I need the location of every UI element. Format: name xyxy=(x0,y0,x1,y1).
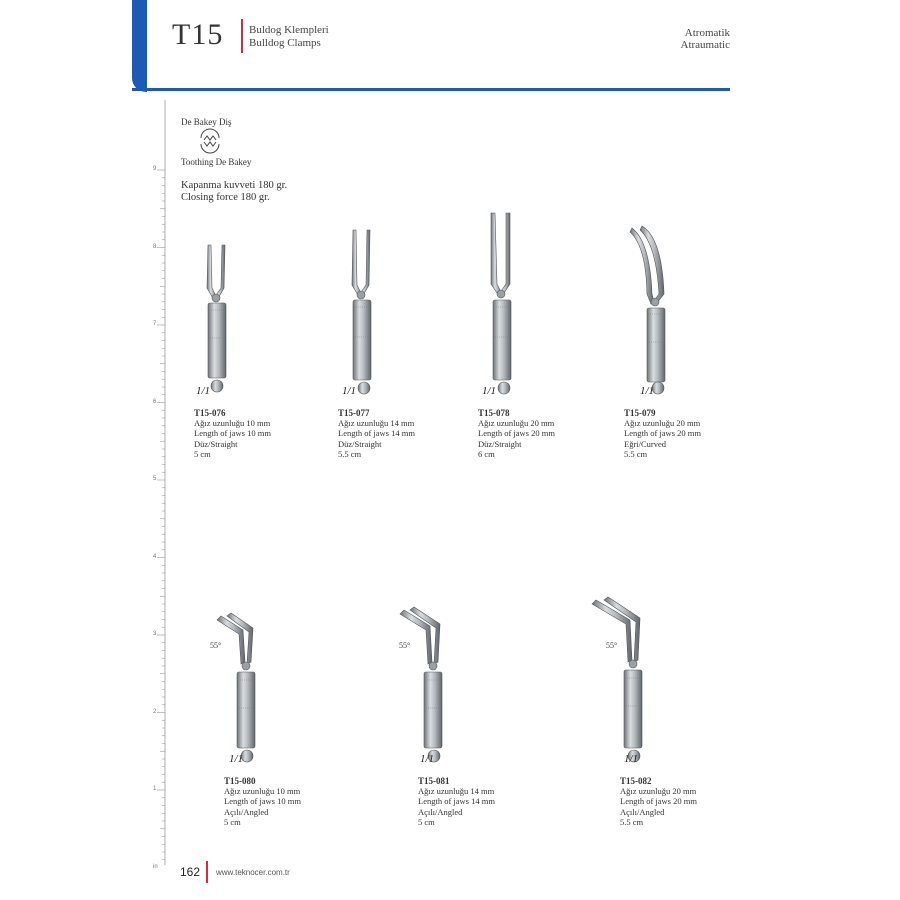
jaw-length-en: Length of jaws 20 mm xyxy=(620,796,697,807)
header-divider xyxy=(241,19,243,53)
footer-divider xyxy=(206,861,208,883)
clamp-image-curved xyxy=(620,222,680,400)
header-accent-bar xyxy=(132,0,147,92)
inch-ruler xyxy=(148,100,168,865)
size: 5.5 cm xyxy=(620,816,644,827)
toothing-label-en: Toothing De Bakey xyxy=(181,157,252,167)
shape: Açılı/Angled xyxy=(224,806,269,817)
clamp-image-angled xyxy=(590,596,662,770)
toothing-label-tr: De Bakey Diş xyxy=(181,117,232,127)
product-caption xyxy=(338,408,415,459)
closing-force-tr: Kapanma kuvveti 180 gr. xyxy=(181,180,288,191)
product-caption xyxy=(624,408,701,459)
jaw-length-tr: Ağız uzunluğu 20 mm xyxy=(624,418,701,429)
category-tr: Atromatik xyxy=(684,27,730,39)
jaw-length-tr: Ağız uzunluğu 14 mm xyxy=(338,418,415,429)
shape: Düz/Straight xyxy=(478,438,522,449)
product-code: T15-081 xyxy=(418,776,450,786)
scale-label: 1/1 xyxy=(624,753,639,765)
shape: Açılı/Angled xyxy=(418,806,463,817)
product-code: T15-082 xyxy=(620,776,652,786)
clamp-image-angled xyxy=(398,606,462,770)
ruler-label: in xyxy=(153,863,158,870)
product-code: T15-080 xyxy=(224,776,256,786)
section-title-en: Bulldog Clamps xyxy=(249,37,321,49)
ruler-label: 8 xyxy=(153,243,157,250)
jaw-length-tr: Ağız uzunluğu 20 mm xyxy=(620,786,697,797)
jaw-length-en: Length of jaws 14 mm xyxy=(338,428,415,439)
jaw-length-tr: Ağız uzunluğu 10 mm xyxy=(194,418,271,429)
jaw-length-en: Length of jaws 14 mm xyxy=(418,796,495,807)
shape: Açılı/Angled xyxy=(620,806,665,817)
jaw-length-en: Length of jaws 20 mm xyxy=(624,428,701,439)
product-code: T15-077 xyxy=(338,408,370,418)
shape: Eğri/Curved xyxy=(624,438,667,449)
product-code: T15-079 xyxy=(624,408,656,418)
ruler-label: 2 xyxy=(153,708,157,715)
ruler-label: 7 xyxy=(153,321,157,327)
product-caption xyxy=(620,776,697,827)
clamp-image-straight xyxy=(195,240,245,400)
clamp-image-straight xyxy=(340,225,390,400)
jaw-length-tr: Ağız uzunluğu 14 mm xyxy=(418,786,495,797)
product-code: T15-076 xyxy=(194,408,226,418)
size: 5 cm xyxy=(194,448,211,459)
scale-label: 1/1 xyxy=(196,385,211,397)
shape: Düz/Straight xyxy=(194,438,238,449)
size: 6 cm xyxy=(478,448,495,459)
shape: Düz/Straight xyxy=(338,438,382,449)
section-title-tr: Buldog Klempleri xyxy=(249,24,329,36)
angle-label: 55° xyxy=(399,641,411,650)
scale-label: 1/1 xyxy=(640,385,655,397)
jaw-length-en: Length of jaws 10 mm xyxy=(194,428,271,439)
ruler-label: 1 xyxy=(153,786,157,792)
clamp-image-straight xyxy=(480,208,530,400)
scale-label: 1/1 xyxy=(420,753,435,765)
size: 5 cm xyxy=(224,816,241,827)
jaw-length-en: Length of jaws 20 mm xyxy=(478,428,555,439)
ruler-label: 4 xyxy=(153,553,157,560)
angle-label: 55° xyxy=(606,641,618,650)
scale-label: 1/1 xyxy=(482,385,497,397)
scale-label: 1/1 xyxy=(229,753,244,765)
category-en: Atraumatic xyxy=(680,39,730,51)
page-number: 162 xyxy=(180,865,201,879)
debakey-tooth-icon xyxy=(198,128,222,154)
section-code: T15 xyxy=(172,18,224,51)
ruler-label: 3 xyxy=(153,631,157,637)
product-caption xyxy=(418,776,495,827)
size: 5.5 cm xyxy=(624,448,648,459)
clamp-image-angled xyxy=(215,612,275,770)
product-code: T15-078 xyxy=(478,408,510,418)
product-caption xyxy=(478,408,555,459)
size: 5.5 cm xyxy=(338,448,362,459)
scale-label: 1/1 xyxy=(342,385,357,397)
website-link[interactable]: www.teknocer.com.tr xyxy=(216,868,290,877)
ruler-label: 5 xyxy=(153,476,157,482)
ruler-label: 6 xyxy=(153,398,157,405)
size: 5 cm xyxy=(418,816,435,827)
product-caption xyxy=(194,408,271,459)
closing-force-en: Closing force 180 gr. xyxy=(181,192,270,203)
angle-label: 55° xyxy=(210,641,222,650)
product-caption xyxy=(224,776,301,827)
jaw-length-tr: Ağız uzunluğu 10 mm xyxy=(224,786,301,797)
jaw-length-tr: Ağız uzunluğu 20 mm xyxy=(478,418,555,429)
ruler-label: 9 xyxy=(153,166,157,172)
header-rule xyxy=(132,88,730,91)
jaw-length-en: Length of jaws 10 mm xyxy=(224,796,301,807)
